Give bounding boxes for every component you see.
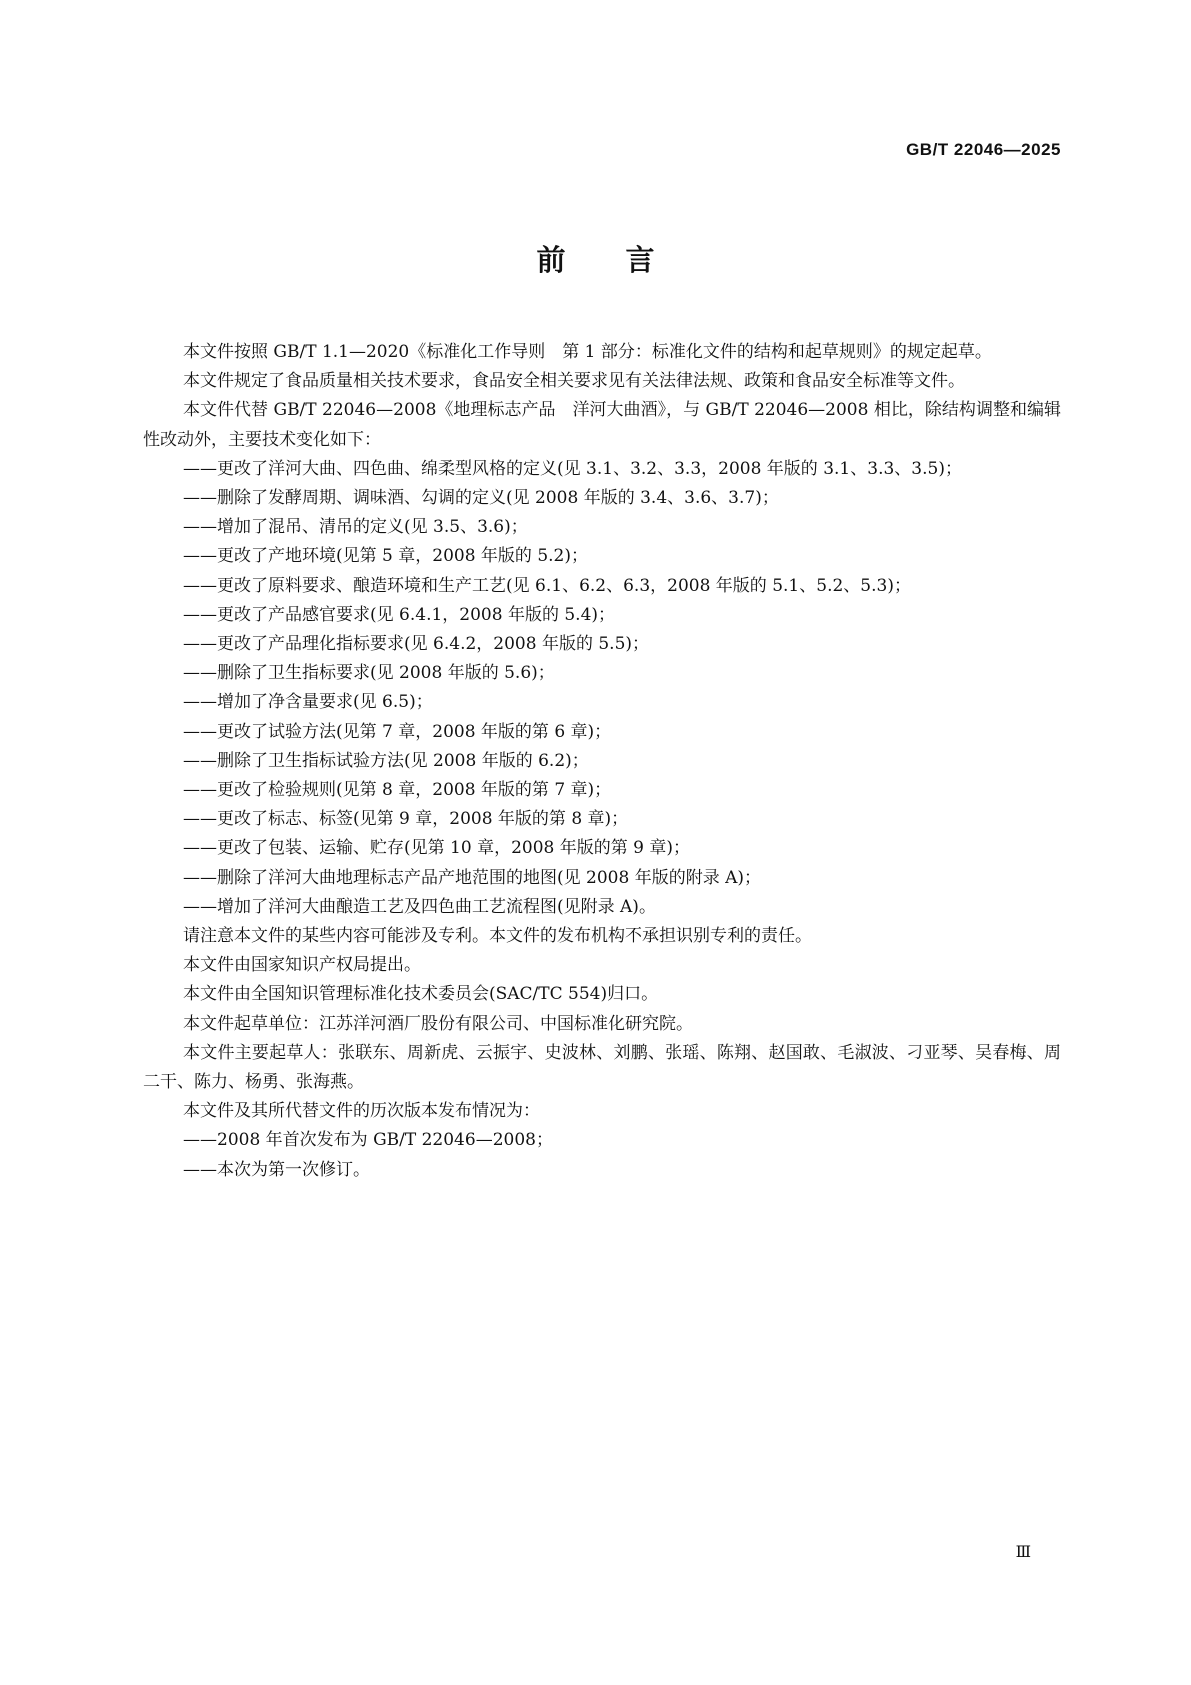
list-item: ——增加了净含量要求(见 6.5)；	[183, 692, 433, 713]
list-item: ——删除了洋河大曲地理标志产品产地范围的地图(见 2008 年版的附录 A)；	[183, 867, 762, 888]
list-item: ——更改了产品理化指标要求(见 6.4.2，2008 年版的 5.5)；	[183, 634, 650, 655]
list-item: ——删除了卫生指标试验方法(见 2008 年版的 6.2)；	[183, 750, 589, 771]
list-item: ——增加了混吊、清吊的定义(见 3.5、3.6)；	[183, 517, 528, 538]
list-item: ——更改了产地环境(见第 5 章，2008 年版的 5.2)；	[183, 546, 588, 567]
list-item: ——2008 年首次发布为 GB/T 22046—2008；	[183, 1130, 553, 1151]
page-number: Ⅲ	[1015, 1542, 1031, 1561]
paragraph-scope: 本文件规定了食品质量相关技术要求，食品安全相关要求见有关法律法规、政策和食品安全标准等文件。	[183, 371, 965, 392]
list-item: ——更改了标志、标签(见第 9 章，2008 年版的第 8 章)；	[183, 809, 629, 830]
list-item: ——本次为第一次修订。	[183, 1159, 370, 1180]
list-item: ——更改了包装、运输、贮存(见第 10 章，2008 年版的第 9 章)；	[183, 838, 690, 859]
standard-code: GB/T 22046—2025	[906, 140, 1061, 159]
paragraph-drafting-units: 本文件起草单位：江苏洋河酒厂股份有限公司、中国标准化研究院。	[183, 1013, 693, 1034]
changes-list	[143, 455, 1061, 922]
paragraph-replacement: 本文件代替 GB/T 22046—2008《地理标志产品 洋河大曲酒》，与 GB/T 22046—2008 相比，除结构调整和编辑性改动外，主要技术变化如下：	[143, 400, 1061, 450]
paragraph-history-intro: 本文件及其所代替文件的历次版本发布情况为：	[183, 1101, 540, 1122]
page-title: 前言	[536, 243, 715, 277]
paragraph-patent-notice: 请注意本文件的某些内容可能涉及专利。本文件的发布机构不承担识别专利的责任。	[183, 926, 812, 947]
list-item: ——更改了洋河大曲、四色曲、绵柔型风格的定义(见 3.1、3.2、3.3，2008 年版的 3.1、3.3、3.5)；	[183, 458, 962, 479]
paragraph-committee: 本文件由全国知识管理标准化技术委员会(SAC/TC 554)归口。	[183, 984, 659, 1005]
list-item: ——更改了试验方法(见第 7 章，2008 年版的第 6 章)；	[183, 721, 612, 742]
history-list	[143, 1126, 1061, 1184]
list-item: ——更改了原料要求、酿造环境和生产工艺(见 6.1、6.2、6.3，2008 年版的 5.1、5.2、5.3)；	[183, 575, 911, 596]
list-item: ——删除了卫生指标要求(见 2008 年版的 5.6)；	[183, 663, 555, 684]
list-item: ——删除了发酵周期、调味酒、勾调的定义(见 2008 年版的 3.4、3.6、3.7)；	[183, 488, 779, 509]
document-body	[143, 338, 1061, 1185]
list-item: ——更改了产品感官要求(见 6.4.1，2008 年版的 5.4)；	[183, 604, 616, 625]
paragraph-proposer: 本文件由国家知识产权局提出。	[183, 955, 421, 976]
paragraph-drafters: 本文件主要起草人：张联东、周新虎、云振宇、史波林、刘鹏、张瑶、陈翔、赵国敢、毛淑波、刁亚琴、吴春梅、周二干、陈力、杨勇、张海燕。	[143, 1042, 1061, 1093]
paragraph-drafting-rule: 本文件按照 GB/T 1.1—2020《标准化工作导则 第 1 部分：标准化文件的结构和起草规则》的规定起草。	[183, 342, 992, 362]
list-item: ——更改了检验规则(见第 8 章，2008 年版的第 7 章)；	[183, 780, 612, 801]
list-item: ——增加了洋河大曲酿造工艺及四色曲工艺流程图(见附录 A)。	[183, 896, 656, 917]
